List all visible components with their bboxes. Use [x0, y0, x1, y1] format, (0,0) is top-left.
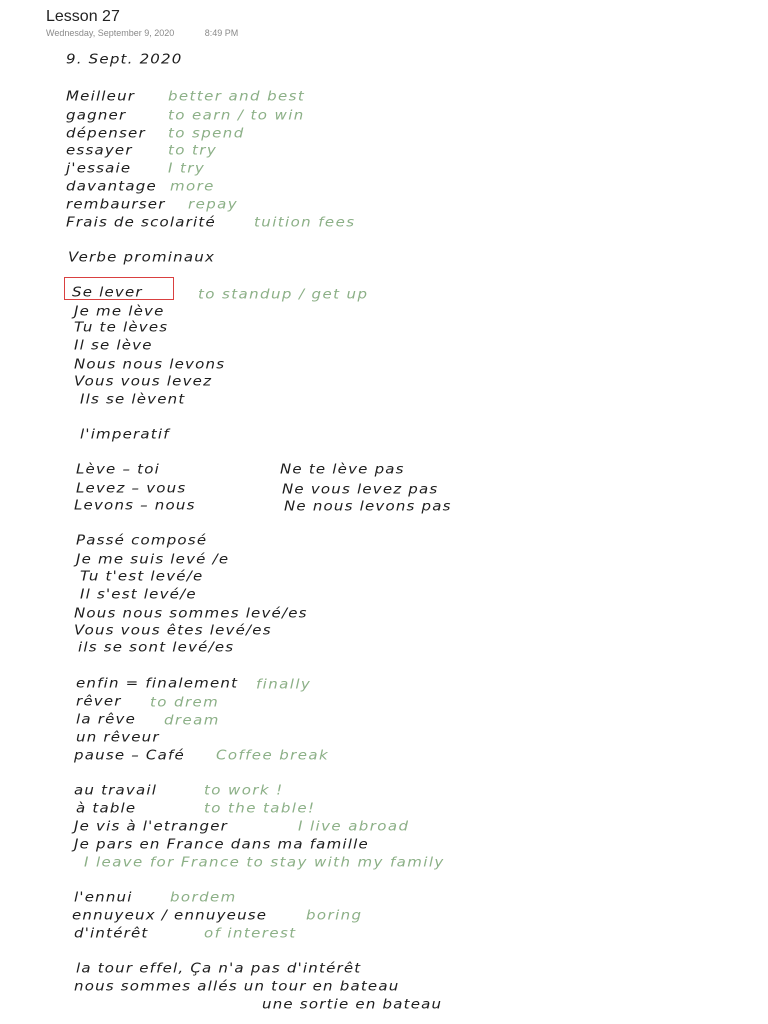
line-fr: ennuyeux / ennuyeuse — [72, 907, 268, 923]
line-fr: Nous nous levons — [74, 356, 226, 372]
note-time: 8:49 PM — [204, 28, 239, 38]
line-fr: Levons – nous — [74, 497, 196, 513]
line-fr: ils se sont levé/es — [78, 639, 235, 655]
line-en: I live abroad — [298, 818, 410, 834]
line-fr: Je vis à l'etranger — [74, 818, 228, 834]
line-en: boring — [306, 907, 363, 923]
line-en: to spend — [168, 125, 245, 141]
note-header — [46, 8, 238, 38]
line-en: more — [170, 178, 215, 194]
line-fr: Vous vous levez — [74, 373, 213, 389]
line-fr: Nous nous sommes levé/es — [74, 605, 308, 621]
line-fr: Il se lève — [74, 337, 153, 353]
line-en: finally — [256, 676, 312, 692]
line-en: better and best — [168, 88, 306, 104]
line-fr: Frais de scolarité — [66, 214, 216, 230]
line-fr: Verbe prominaux — [68, 249, 216, 265]
line-fr-boxed: Se lever — [72, 284, 143, 300]
line-en: I leave for France to stay with my family — [84, 854, 445, 870]
line-fr: j'essaie — [66, 160, 132, 176]
line-fr: rembaurser — [66, 196, 166, 212]
line-fr: enfin = finalement — [76, 675, 239, 691]
line-en: dream — [164, 712, 220, 728]
line-fr: une sortie en bateau — [262, 996, 443, 1012]
line-en: bordem — [170, 889, 237, 905]
page-title: Lesson 27 — [46, 8, 120, 25]
line-fr-negation: Ne te lève pas — [280, 461, 405, 477]
line-fr: Lève – toi — [76, 461, 160, 477]
line-fr: Je pars en France dans ma famille — [74, 836, 369, 852]
line-en: tuition fees — [254, 214, 356, 230]
line-fr: la rêve — [76, 711, 137, 727]
line-fr: pause – Café — [74, 747, 185, 763]
line-fr: davantage — [66, 178, 157, 194]
line-fr-negation: Ne vous levez pas — [282, 481, 439, 497]
line-fr: dépenser — [66, 125, 146, 141]
line-fr: Je me lève — [74, 303, 165, 319]
line-fr: d'intérêt — [74, 925, 149, 941]
note-timestamp — [46, 28, 238, 38]
line-fr: l'ennui — [74, 889, 133, 905]
line-fr: essayer — [66, 142, 133, 158]
line-fr: à table — [76, 800, 137, 816]
line-en: Coffee break — [216, 747, 330, 763]
line-fr: Tu te lèves — [74, 319, 169, 335]
line-fr: Tu t'est levé/e — [80, 568, 204, 584]
line-en: to try — [168, 142, 218, 158]
line-en: to drem — [150, 694, 220, 710]
line-en: to the table! — [204, 800, 316, 816]
line-en: I try — [168, 160, 206, 176]
line-en: to standup / get up — [198, 286, 369, 302]
line-en: to earn / to win — [168, 107, 305, 123]
line-fr: un rêveur — [76, 729, 160, 745]
line-en: repay — [188, 196, 238, 212]
note-date: Wednesday, September 9, 2020 — [46, 28, 175, 38]
line-fr: au travail — [74, 782, 158, 798]
line-fr: rêver — [76, 693, 122, 709]
line-fr: Ils se lèvent — [80, 391, 186, 407]
line-fr: Je me suis levé /e — [76, 551, 230, 567]
line-fr: gagner — [66, 107, 127, 123]
line-fr: l'imperatif — [80, 426, 170, 442]
line-fr: Levez – vous — [76, 480, 187, 496]
line-fr: Meilleur — [66, 88, 136, 104]
line-fr: Passé composé — [76, 532, 208, 548]
line-date: 9. Sept. 2020 — [66, 51, 183, 67]
line-fr: Vous vous êtes levé/es — [74, 622, 272, 638]
line-fr-negation: Ne nous levons pas — [284, 498, 452, 514]
line-en: of interest — [204, 925, 297, 941]
line-en: to work ! — [204, 782, 284, 798]
line-fr: la tour effel, Ça n'a pas d'intérêt — [76, 960, 362, 976]
line-fr: Il s'est levé/e — [80, 586, 197, 602]
line-fr: nous sommes allés un tour en bateau — [74, 978, 400, 994]
